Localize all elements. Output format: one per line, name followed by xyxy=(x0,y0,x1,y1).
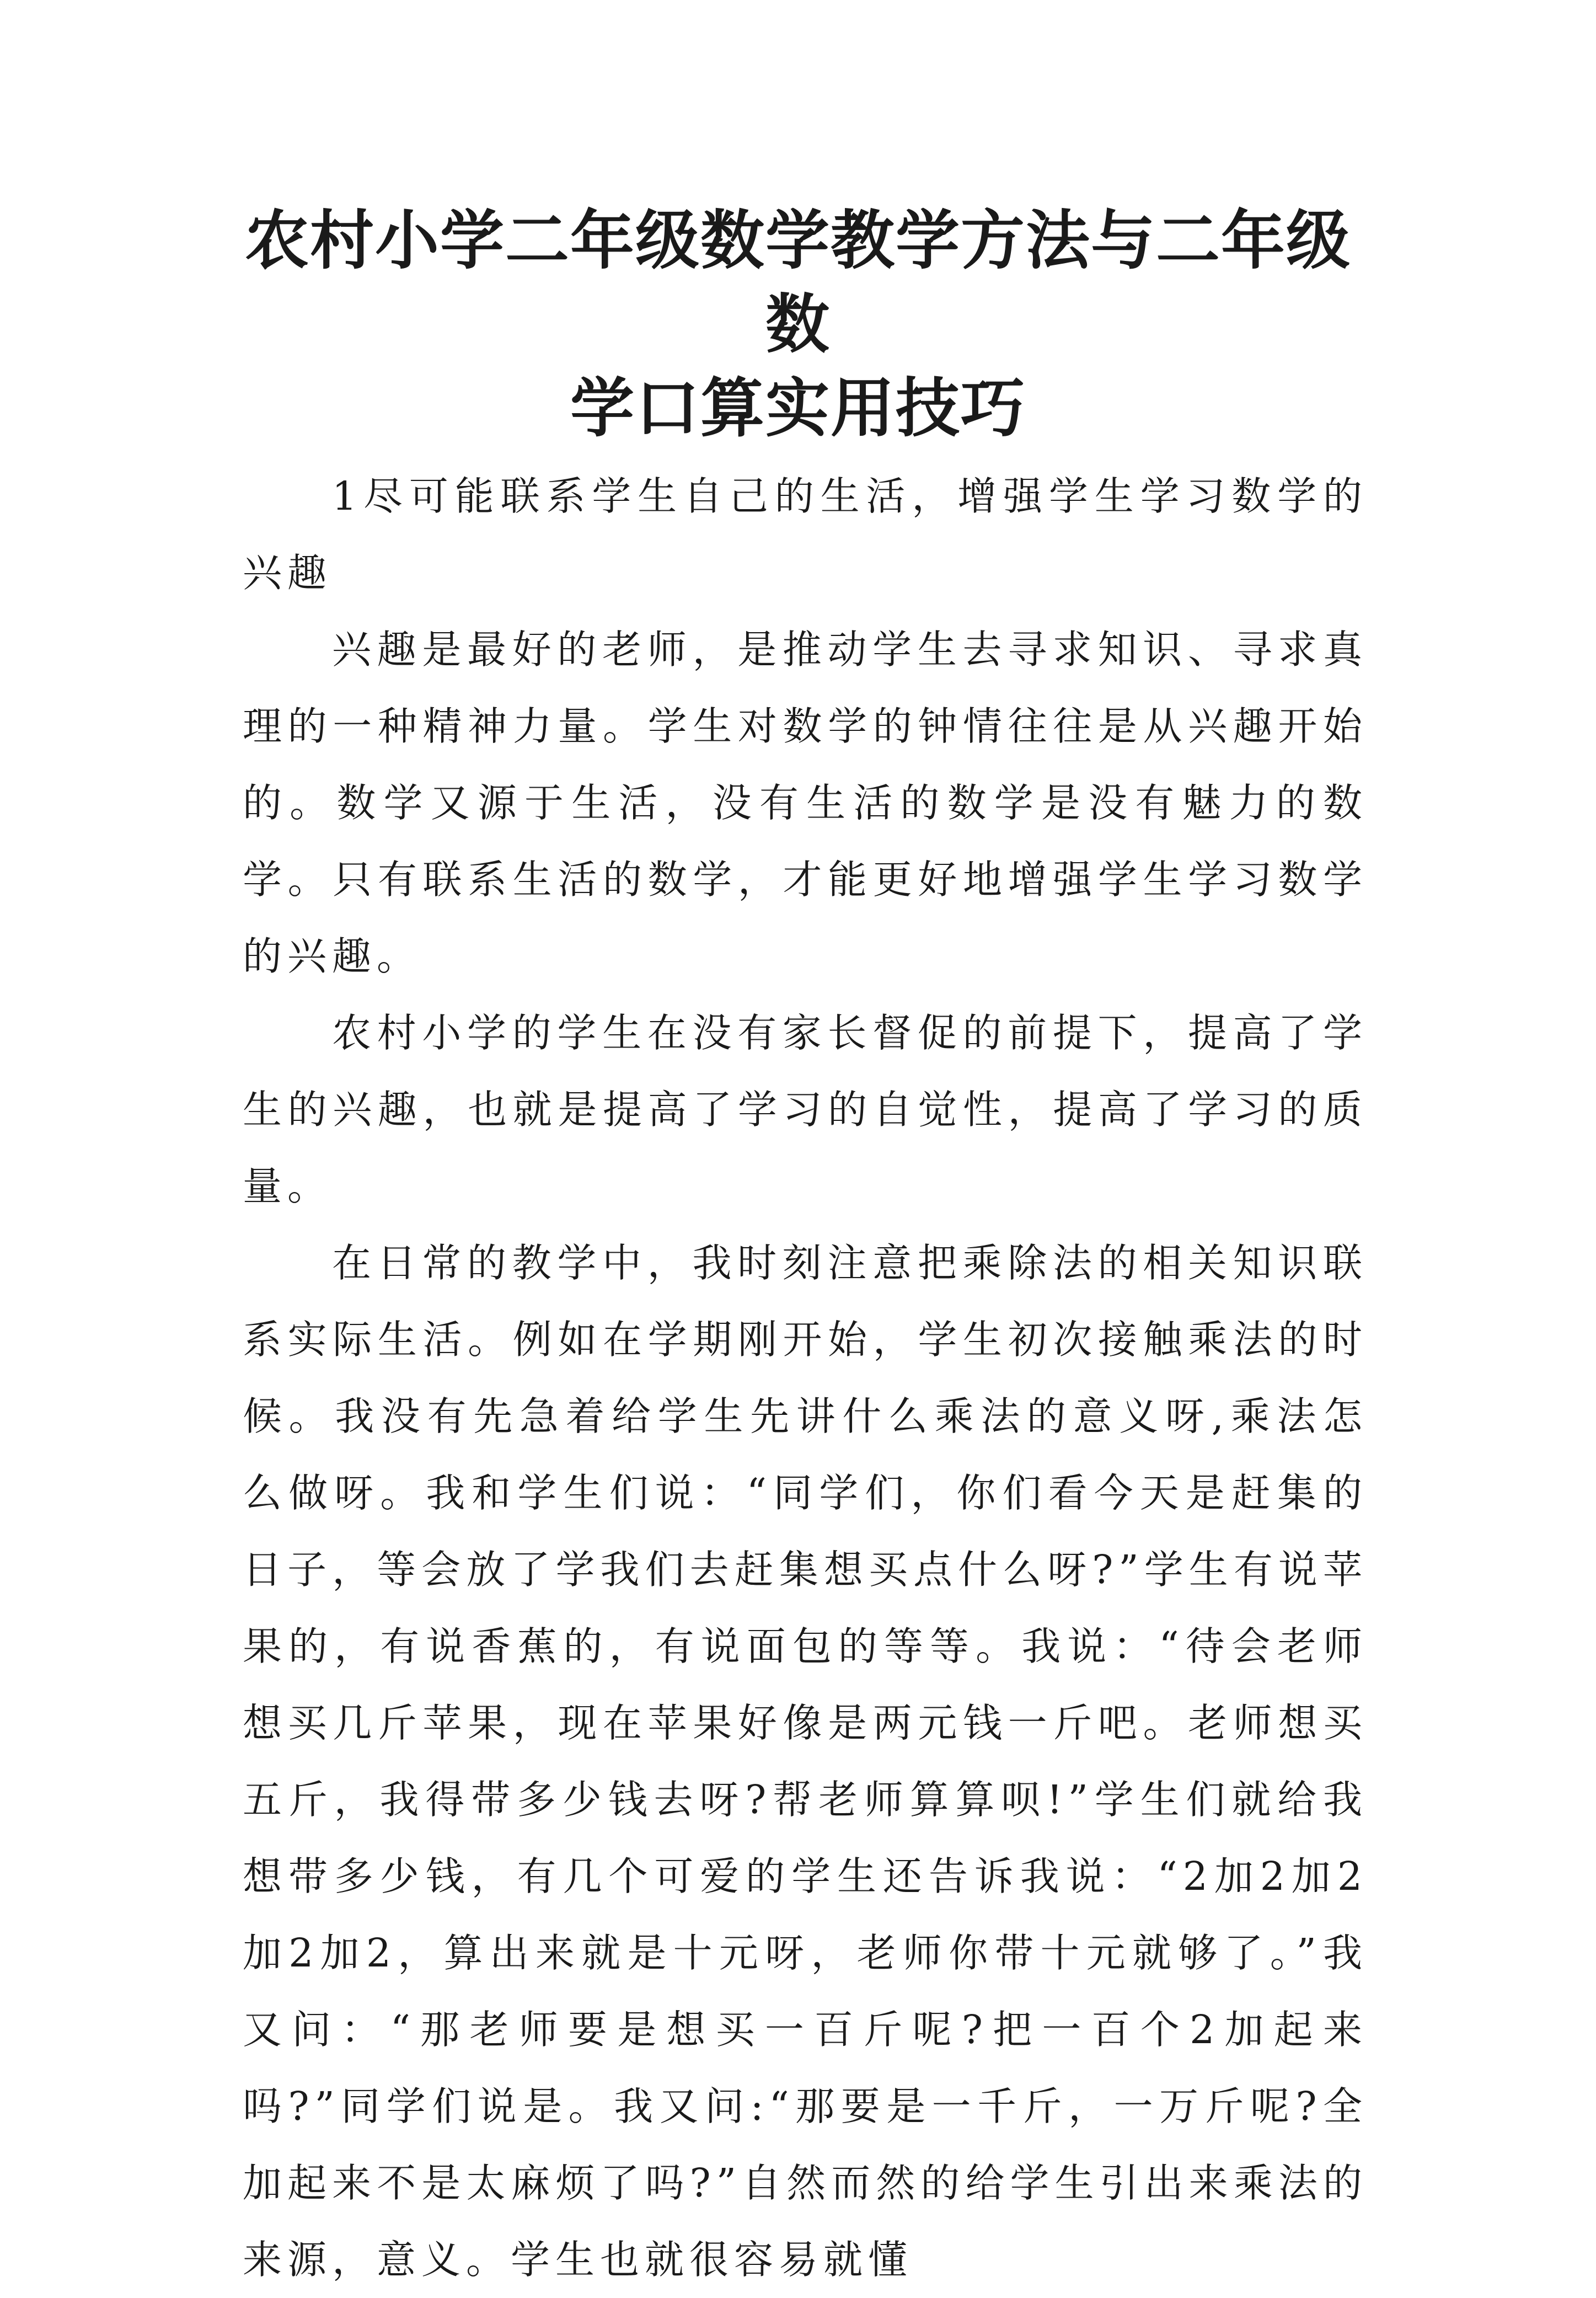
document-body xyxy=(243,458,1368,2298)
title-line-1: 农村小学二年级数学教学方法与二年级数 xyxy=(245,203,1351,362)
paragraph-4: 在日常的教学中，我时刻注意把乘除法的相关知识联系实际生活。例如在学期刚开始，学生初次接触乘法的时候。我没有先急着给学生先讲什么乘法的意义呀,乘法怎么做呀。我和学生们说：“同学们，你们看今天是赶集的日子，等会放了学我们去赶集想买点什么呀?”学生有说苹果的，有说香蕉的，有说面包的等等。我说：“待会老师想买几斤苹果，现在苹果好像是两元钱一斤吧。老师想买五斤，我得带多少钱去呀?帮老师算算呗!”学生们就给我想带多少钱，有几个可爱的学生还告诉我说：“2加2加2加2加2，算出来就是十元呀，老师你带十元就够了。”我又问：“那老师要是想买一百斤呢?把一百个2加起来吗?”同学们说是。我又问:“那要是一千斤，一万斤呢?全加起来不是太麻烦了吗?”自然而然的给学生引出来乘法的来源，意义。学生也就很容易就懂 xyxy=(243,1240,1368,2283)
title-line-2: 学口算实用技巧 xyxy=(570,371,1026,446)
paragraph-2: 兴趣是最好的老师，是推动学生去寻求知识、寻求真理的一种精神力量。学生对数学的钟情往往是从兴趣开始的。数学又源于生活，没有生活的数学是没有魅力的数学。只有联系生活的数学，才能更好地增强学生学习数学的兴趣。 xyxy=(243,627,1368,979)
paragraph-1: 1尽可能联系学生自己的生活，增强学生学习数学的兴趣 xyxy=(243,473,1368,596)
document-title xyxy=(237,199,1359,450)
paragraph-3: 农村小学的学生在没有家长督促的前提下，提高了学生的兴趣，也就是提高了学习的自觉性，提高了学习的质量。 xyxy=(243,1010,1368,1209)
